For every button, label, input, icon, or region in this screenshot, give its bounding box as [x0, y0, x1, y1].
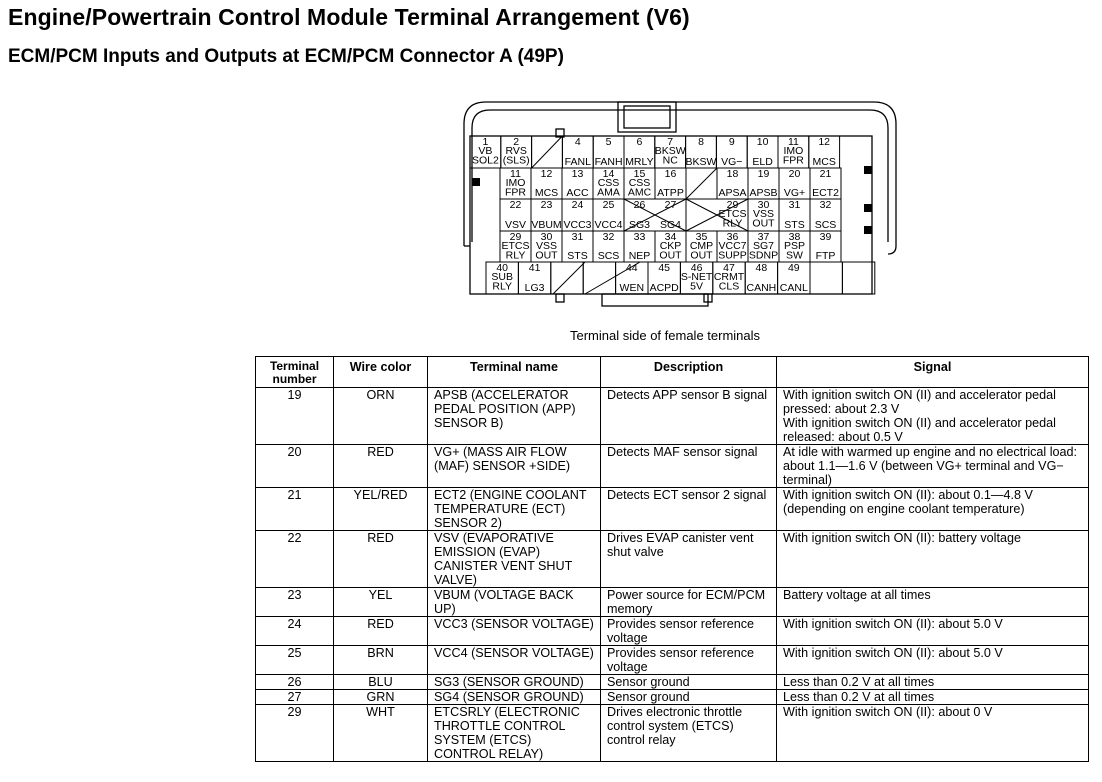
cavity-18-number: 18 [726, 168, 739, 180]
cavity-14-number: 14 [602, 168, 615, 180]
cavity-29-number: 29 [726, 199, 739, 211]
wire-color-cell: BLU [334, 675, 428, 690]
signal-cell: With ignition switch ON (II): about 0.1—4.8 V (depending on engine coolant temperature) [777, 488, 1089, 531]
cavity-30-number: 30 [757, 199, 770, 211]
terminal-number-cell: 19 [256, 388, 334, 445]
cavity-36-label: SUPP [718, 249, 747, 262]
cavity-12-number: 12 [540, 168, 553, 180]
cavity-45-number: 45 [658, 262, 671, 274]
connector-diagram [440, 96, 900, 308]
cavity-32-number: 32 [819, 199, 832, 211]
cavity-49-number: 49 [787, 262, 800, 274]
cavity-41-number: 41 [528, 262, 541, 274]
description-cell: Sensor ground [601, 675, 777, 690]
cavity-38-label: PSP [783, 240, 806, 252]
cavity-46-number: 46 [690, 262, 703, 274]
header-wire-color: Wire color [334, 357, 428, 388]
terminal-number-cell: 29 [256, 705, 334, 762]
table-row [256, 675, 1089, 690]
cavity-50 [810, 262, 842, 294]
cavity-47-label: CLS [718, 280, 740, 293]
cavity-23-number: 23 [540, 199, 553, 211]
cavity-4-number: 4 [574, 136, 581, 148]
cavity-8-label: BKSW [685, 156, 717, 168]
wire-color-cell: GRN [334, 690, 428, 705]
cavity-7-label: BKSW [654, 145, 686, 157]
terminal-name-cell: SG4 (SENSOR GROUND) [428, 690, 601, 705]
terminal-number-cell: 23 [256, 588, 334, 617]
cavity-23-label: VBUM [531, 219, 562, 231]
page-title: Engine/Powertrain Control Module Terminal Arrangement (V6) [8, 4, 690, 30]
cavity-35-number: 35 [695, 231, 708, 243]
cavity-36-number: 36 [726, 231, 739, 243]
table-header-row [256, 357, 1089, 388]
cavity-30-label: OUT [535, 249, 558, 262]
header-terminal-number: Terminal number [256, 357, 334, 388]
cavity-32-label: SCS [597, 250, 620, 262]
cavity-27-number: 27 [664, 199, 677, 211]
table-row [256, 445, 1089, 488]
cavity-33-label: NEP [628, 250, 651, 262]
cavity-48-number: 48 [755, 262, 768, 274]
description-cell: Provides sensor reference voltage [601, 617, 777, 646]
cavity-1-label: SOL2 [471, 154, 499, 167]
cavity-30-label: VSS [752, 208, 775, 220]
cavity-2-number: 2 [513, 136, 520, 148]
terminal-name-cell: ECT2 (ENGINE COOLANT TEMPERATURE (ECT) SENSOR 2) [428, 488, 601, 531]
cavity-6-label: MRLY [625, 156, 654, 168]
description-cell: Power source for ECM/PCM memory [601, 588, 777, 617]
description-cell: Detects MAF sensor signal [601, 445, 777, 488]
cavity-13-number: 13 [571, 168, 584, 180]
terminal-number-cell: 21 [256, 488, 334, 531]
cavity-12-label: MCS [812, 156, 836, 168]
terminal-name-cell: APSB (ACCELERATOR PEDAL POSITION (APP) SENSOR B) [428, 388, 601, 445]
cavity-30-number: 30 [540, 231, 553, 243]
cavity-40-label: SUB [491, 271, 513, 283]
description-cell: Sensor ground [601, 690, 777, 705]
cavity-44-label: WEN [619, 282, 645, 294]
terminal-name-cell: SG3 (SENSOR GROUND) [428, 675, 601, 690]
terminal-name-cell: ETCSRLY (ELECTRONIC THROTTLE CONTROL SYSTEM (ETCS) CONTROL RELAY) [428, 705, 601, 762]
cavity-40-label: RLY [492, 280, 513, 293]
cavity-14-label: AMA [597, 186, 620, 199]
wire-color-cell: RED [334, 531, 428, 588]
cavity-35-label: OUT [690, 249, 713, 262]
diagram-caption: Terminal side of female terminals [570, 328, 761, 343]
cavity-8-number: 8 [698, 136, 704, 148]
cavity-45-label: ACPD [649, 282, 679, 294]
description-cell: Provides sensor reference voltage [601, 646, 777, 675]
cavity-31-number: 31 [571, 231, 584, 243]
description-cell: Drives EVAP canister vent shut valve [601, 531, 777, 588]
cavity-34-label: CKP [659, 240, 682, 252]
cavity-31-number: 31 [788, 199, 801, 211]
cavity-10-label: ELD [752, 156, 773, 168]
terminal-table [255, 356, 1089, 762]
cavity-15-label: CSS [628, 177, 651, 189]
cavity-32-number: 32 [602, 231, 615, 243]
cavity-9-number: 9 [728, 136, 735, 148]
table-row [256, 588, 1089, 617]
terminal-name-cell: VCC3 (SENSOR VOLTAGE) [428, 617, 601, 646]
cavity-15-number: 15 [633, 168, 646, 180]
terminal-name-cell: VCC4 (SENSOR VOLTAGE) [428, 646, 601, 675]
cavity-11-label: FPR [782, 154, 804, 167]
cavity-11-number: 11 [787, 136, 799, 148]
terminal-number-cell: 22 [256, 531, 334, 588]
cavity-26-label: SG3 [628, 219, 651, 231]
cavity-29-label: RLY [722, 217, 743, 230]
signal-cell: At idle with warmed up engine and no electrical load: about 1.1—1.6 V (between VG+ terminal and VG− terminal) [777, 445, 1089, 488]
cavity-21-label: ECT2 [812, 187, 839, 199]
signal-cell: Less than 0.2 V at all times [777, 690, 1089, 705]
terminal-name-cell: VSV (EVAPORATIVE EMISSION (EVAP) CANISTER VENT SHUT VALVE) [428, 531, 601, 588]
cavity-18-label: APSA [718, 187, 747, 199]
signal-cell: With ignition switch ON (II) and accelerator pedal pressed: about 2.3 V With ignition switch ON (II) and accelerator pedal released: about 0.5 V [777, 388, 1089, 445]
header-terminal-name: Terminal name [428, 357, 601, 388]
wire-color-cell: RED [334, 617, 428, 646]
cavity-1-label: VB [478, 145, 493, 157]
cavity-26-number: 26 [633, 199, 646, 211]
cavity-5-number: 5 [605, 136, 612, 148]
header-signal: Signal [777, 357, 1089, 388]
cavity-7-label: NC [662, 154, 678, 167]
table-row [256, 646, 1089, 675]
signal-cell: With ignition switch ON (II): battery voltage [777, 531, 1089, 588]
cavity-1-number: 1 [482, 136, 489, 148]
cavity-7-number: 7 [667, 136, 674, 148]
cavity-46-label: 5V [690, 280, 704, 293]
table-row [256, 531, 1089, 588]
signal-cell: With ignition switch ON (II): about 0 V [777, 705, 1089, 762]
cavity-29-label: ETCS [501, 240, 530, 252]
cavity-11-label: FPR [505, 186, 526, 199]
cavity-11-number: 11 [510, 168, 521, 180]
cavity-11-label: IMO [505, 177, 526, 189]
terminal-number-cell: 24 [256, 617, 334, 646]
table-row [256, 617, 1089, 646]
empty-cavity-slash [553, 262, 585, 294]
wire-color-cell: WHT [334, 705, 428, 762]
description-cell: Drives electronic throttle control system (ETCS) control relay [601, 705, 777, 762]
signal-cell: Less than 0.2 V at all times [777, 675, 1089, 690]
cavity-2-label: (SLS) [502, 154, 530, 167]
cavity-39-label: FTP [815, 250, 836, 262]
table-row [256, 488, 1089, 531]
cavity-25-label: VCC4 [594, 219, 623, 231]
cavity-3-blank [532, 136, 563, 168]
terminal-number-cell: 26 [256, 675, 334, 690]
cavity-47-number: 47 [723, 262, 735, 274]
cavity-5-label: FANH [594, 156, 623, 168]
cavity-17-blank [686, 168, 717, 199]
cavity-13-label: ACC [566, 187, 589, 199]
cavity-32-label: SCS [814, 219, 837, 231]
cavity-24-label: VCC3 [563, 219, 592, 231]
cavity-47-label: CRMT [713, 271, 745, 283]
wire-color-cell: BRN [334, 646, 428, 675]
cavity-40-number: 40 [496, 262, 509, 274]
signal-cell: With ignition switch ON (II): about 5.0 V [777, 646, 1089, 675]
cavity-31-label: STS [784, 219, 805, 231]
cavity-25-number: 25 [602, 199, 615, 211]
description-cell: Detects APP sensor B signal [601, 388, 777, 445]
cavity-48-label: CANH [746, 282, 777, 294]
wire-color-cell: RED [334, 445, 428, 488]
cavity-51 [842, 262, 874, 294]
cavity-44-number: 44 [625, 262, 638, 274]
cavity-34-label: OUT [659, 249, 682, 262]
cavity-38-label: SW [786, 249, 803, 262]
table-row [256, 388, 1089, 445]
cavity-36-label: VCC7 [718, 240, 747, 252]
cavity-12-number: 12 [818, 136, 831, 148]
cavity-35-label: CMP [689, 240, 714, 252]
wire-color-cell: YEL/RED [334, 488, 428, 531]
description-cell: Detects ECT sensor 2 signal [601, 488, 777, 531]
cavity-43 [583, 262, 615, 294]
cavity-11-label: IMO [783, 145, 804, 157]
cavity-22-number: 22 [509, 199, 522, 211]
cavity-34-number: 34 [664, 231, 677, 243]
cavity-37-label: SDNP [748, 249, 779, 262]
signal-cell: With ignition switch ON (II): about 5.0 V [777, 617, 1089, 646]
cavity-39-number: 39 [819, 231, 832, 243]
cavity-9-label: VG− [721, 156, 743, 168]
terminal-name-cell: VG+ (MASS AIR FLOW (MAF) SENSOR +SIDE) [428, 445, 601, 488]
cavity-21-number: 21 [819, 168, 832, 180]
cavity-22-label: VSV [504, 219, 527, 231]
cavity-6-number: 6 [636, 136, 643, 148]
table-row [256, 690, 1089, 705]
terminal-number-cell: 27 [256, 690, 334, 705]
signal-cell: Battery voltage at all times [777, 588, 1089, 617]
cavity-19-label: APSB [749, 187, 778, 199]
cavity-24-number: 24 [571, 199, 584, 211]
cavity-12-label: MCS [534, 187, 559, 199]
cavity-30-label: OUT [752, 217, 775, 230]
cavity-4-label: FANL [564, 156, 591, 168]
page-subtitle: ECM/PCM Inputs and Outputs at ECM/PCM Connector A (49P) [8, 46, 564, 67]
cavity-20-number: 20 [788, 168, 801, 180]
table-row [256, 705, 1089, 762]
cavity-14-label: CSS [597, 177, 620, 189]
terminal-name-cell: VBUM (VOLTAGE BACK UP) [428, 588, 601, 617]
cavity-49-label: CANL [779, 282, 808, 294]
cavity-37-label: SG7 [752, 240, 775, 252]
cavity-38-number: 38 [788, 231, 801, 243]
cavity-10-number: 10 [756, 136, 769, 148]
cavity-30-label: VSS [535, 240, 558, 252]
cavity-31-label: STS [567, 250, 588, 262]
cavity-29-number: 29 [509, 231, 522, 243]
terminal-number-cell: 25 [256, 646, 334, 675]
wire-color-cell: YEL [334, 588, 428, 617]
terminal-number-cell: 20 [256, 445, 334, 488]
cavity-16-label: ATPP [657, 187, 684, 199]
wire-color-cell: ORN [334, 388, 428, 445]
cavity-29-label: RLY [505, 249, 526, 262]
header-description: Description [601, 357, 777, 388]
cavity-27-label: SG4 [659, 219, 682, 231]
cavity-16-number: 16 [664, 168, 677, 180]
cavity-46-label: S-NET [680, 271, 713, 283]
cavity-20-label: VG+ [783, 187, 806, 199]
cavity-42 [551, 262, 583, 294]
cavity-41-label: LG3 [524, 282, 545, 294]
cavity-37-number: 37 [757, 231, 770, 243]
cavity-29-label: ETCS [718, 208, 747, 220]
cavity-15-label: AMC [627, 186, 652, 199]
cavity-33-number: 33 [633, 231, 646, 243]
cavity-2-label: RVS [505, 145, 527, 157]
cavity-19-number: 19 [757, 168, 770, 180]
